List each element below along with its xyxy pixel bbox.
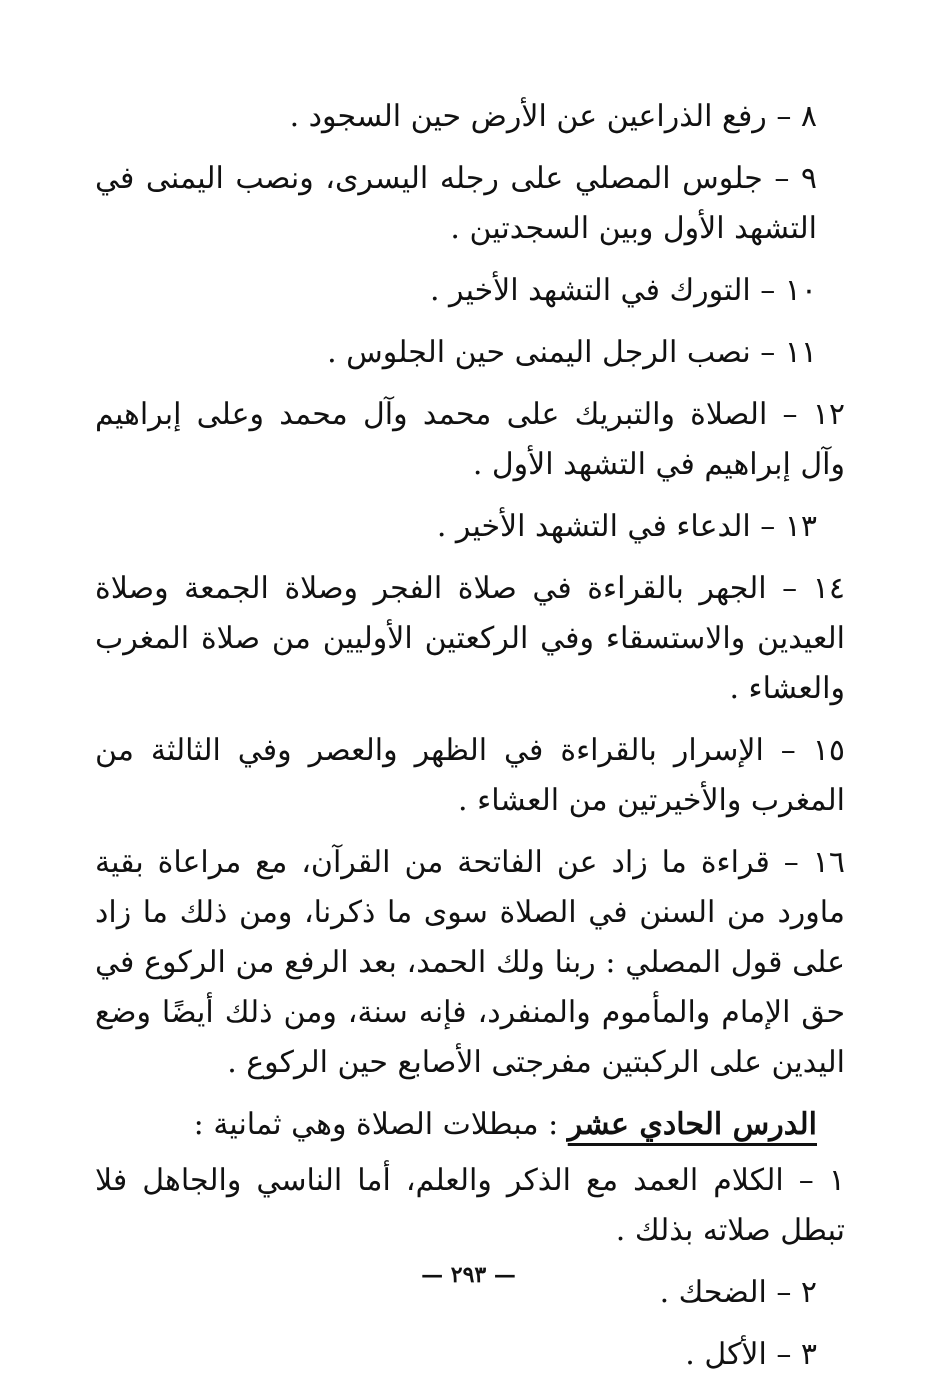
item-16: ١٦ – قراءة ما زاد عن الفاتحة من القرآن، مع مراعاة بقية ماورد من السنن في الصلاة سوى ما ذكرنا، ومن ذلك ما زاد على قول المصلي : ربنا ولك الحمد، بعد الرفع من الركوع في حق الإمام والمأموم والمنفرد، فإنه سنة، ومن ذلك أيضًا وضع اليدين على الركبتين مفرجتى الأصابع حين الركوع .	[95, 845, 845, 1080]
lesson-subtitle: : مبطلات الصلاة وهي ثمانية :	[193, 1107, 568, 1142]
item-10: ١٠ – التورك في التشهد الأخير .	[429, 273, 817, 308]
item-14: ١٤ – الجهر بالقراءة في صلاة الفجر وصلاة الجمعة وصلاة العيدين والاستسقاء وفي الركعتين الأوليين من صلاة المغرب والعشاء .	[95, 571, 845, 706]
invalidator-2: ٢ – الضحك .	[659, 1275, 817, 1310]
item-8: ٨ – رفع الذراعين عن الأرض حين السجود .	[289, 99, 817, 134]
invalidator-3: ٣ – الأكل .	[685, 1337, 817, 1372]
lesson-title: الدرس الحادي عشر	[567, 1107, 817, 1142]
page-number: — ٢٩٣ —	[421, 1262, 516, 1288]
item-15: ١٥ – الإسرار بالقراءة في الظهر والعصر وفي الثالثة من المغرب والأخيرتين من العشاء .	[95, 733, 845, 818]
invalidator-1: ١ – الكلام العمد مع الذكر والعلم، أما الناسي والجاهل فلا تبطل صلاته بذلك .	[95, 1163, 845, 1248]
page-body	[95, 92, 845, 1392]
item-11: ١١ – نصب الرجل اليمنى حين الجلوس .	[327, 335, 817, 370]
item-13: ١٣ – الدعاء في التشهد الأخير .	[436, 509, 817, 544]
item-12: ١٢ – الصلاة والتبريك على محمد وآل محمد وعلى إبراهيم وآل إبراهيم في التشهد الأول .	[95, 397, 845, 482]
lesson-heading	[95, 1100, 845, 1150]
item-9: ٩ – جلوس المصلي على رجله اليسرى، ونصب اليمنى في التشهد الأول وبين السجدتين .	[95, 161, 817, 246]
